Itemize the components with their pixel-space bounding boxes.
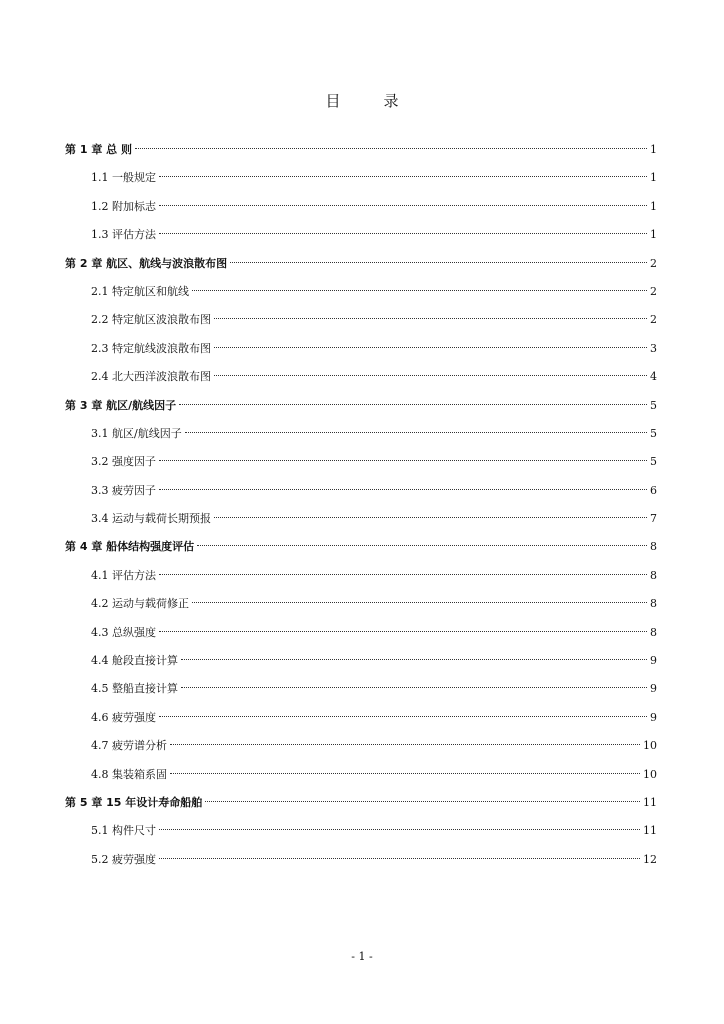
dot-leader xyxy=(159,205,647,206)
toc-entry-page-number: 9 xyxy=(650,710,657,724)
dot-leader xyxy=(170,744,640,745)
toc-entry-label: 3.3 疲劳因子 xyxy=(91,483,156,497)
toc-entry-page-number: 1 xyxy=(650,228,657,242)
toc-entry-label: 3.1 航区/航线因子 xyxy=(91,426,182,440)
toc-entry-label: 2.2 特定航区波浪散布图 xyxy=(91,313,211,327)
toc-entry-label: 4.3 总纵强度 xyxy=(91,625,156,639)
toc-section-entry[interactable] xyxy=(65,765,657,793)
toc-entry-page-number: 11 xyxy=(643,824,657,838)
toc-entry-label: 5.2 疲劳强度 xyxy=(91,852,156,866)
dot-leader xyxy=(159,829,640,830)
toc-section-entry[interactable] xyxy=(65,736,657,764)
toc-entry-page-number: 2 xyxy=(650,256,657,270)
toc-entry-label: 4.4 舱段直接计算 xyxy=(91,654,178,668)
toc-entry-page-number: 2 xyxy=(650,313,657,327)
toc-entry-label: 第 4 章 船体结构强度评估 xyxy=(65,540,195,554)
toc-entry-page-number: 1 xyxy=(650,143,657,156)
toc-chapter-entry[interactable] xyxy=(65,396,657,424)
toc-section-entry[interactable] xyxy=(65,708,657,736)
toc-section-entry[interactable] xyxy=(65,168,657,196)
toc-section-entry[interactable] xyxy=(65,481,657,509)
dot-leader xyxy=(181,659,647,660)
toc-section-entry[interactable] xyxy=(65,452,657,480)
toc-entry-page-number: 9 xyxy=(650,682,657,696)
toc-entry-page-number: 1 xyxy=(650,199,657,213)
dot-leader xyxy=(159,489,647,490)
toc-entry-page-number: 9 xyxy=(650,654,657,668)
toc-entry-page-number: 8 xyxy=(650,568,657,582)
toc-section-entry[interactable] xyxy=(65,821,657,849)
toc-entry-label: 第 2 章 航区、航线与波浪散布图 xyxy=(65,256,228,270)
toc-entry-page-number: 11 xyxy=(643,795,657,809)
toc-chapter-entry[interactable] xyxy=(65,793,657,821)
toc-entry-page-number: 10 xyxy=(643,739,657,753)
toc-section-entry[interactable] xyxy=(65,367,657,395)
toc-entry-label: 1.2 附加标志 xyxy=(91,199,156,213)
toc-entry-label: 2.3 特定航线波浪散布图 xyxy=(91,341,211,355)
toc-title: 目 录 xyxy=(325,92,413,110)
toc-entry-page-number: 4 xyxy=(650,370,657,384)
toc-section-entry[interactable] xyxy=(65,282,657,310)
dot-leader xyxy=(181,687,647,688)
toc-entry-page-number: 12 xyxy=(643,852,657,866)
toc-entry-label: 3.2 强度因子 xyxy=(91,455,156,469)
dot-leader xyxy=(159,176,647,177)
toc-section-entry[interactable] xyxy=(65,197,657,225)
toc-entry-page-number: 8 xyxy=(650,625,657,639)
toc-list xyxy=(65,140,657,878)
dot-leader xyxy=(170,773,640,774)
dot-leader xyxy=(159,233,647,234)
toc-entry-label: 第 3 章 航区/航线因子 xyxy=(65,398,177,412)
toc-section-entry[interactable] xyxy=(65,566,657,594)
dot-leader xyxy=(214,318,647,319)
toc-section-entry[interactable] xyxy=(65,594,657,622)
toc-section-entry[interactable] xyxy=(65,310,657,338)
dot-leader xyxy=(192,290,647,291)
toc-entry-label: 3.4 运动与载荷长期预报 xyxy=(91,512,211,526)
toc-entry-label: 1.1 一般规定 xyxy=(91,171,156,185)
toc-entry-label: 4.1 评估方法 xyxy=(91,568,156,582)
toc-entry-label: 4.2 运动与载荷修正 xyxy=(91,597,189,611)
toc-entry-page-number: 5 xyxy=(650,398,657,412)
toc-entry-page-number: 10 xyxy=(643,767,657,781)
dot-leader xyxy=(179,404,647,405)
dot-leader xyxy=(135,148,647,149)
toc-entry-label: 4.7 疲劳谱分析 xyxy=(91,739,167,753)
toc-entry-label: 第 5 章 15 年设计寿命船舶 xyxy=(65,795,203,809)
toc-entry-label: 1.3 评估方法 xyxy=(91,228,156,242)
toc-entry-label: 4.8 集装箱系固 xyxy=(91,767,167,781)
toc-chapter-entry[interactable] xyxy=(65,537,657,565)
toc-section-entry[interactable] xyxy=(65,679,657,707)
dot-leader xyxy=(214,347,647,348)
toc-section-entry[interactable] xyxy=(65,623,657,651)
page-number: - 1 - xyxy=(351,950,373,963)
toc-section-entry[interactable] xyxy=(65,651,657,679)
dot-leader xyxy=(159,858,640,859)
dot-leader xyxy=(159,631,647,632)
toc-chapter-entry[interactable] xyxy=(65,254,657,282)
toc-entry-page-number: 2 xyxy=(650,284,657,298)
toc-entry-page-number: 8 xyxy=(650,540,657,554)
dot-leader xyxy=(159,716,647,717)
toc-entry-label: 4.6 疲劳强度 xyxy=(91,710,156,724)
toc-section-entry[interactable] xyxy=(65,225,657,253)
toc-entry-label: 5.1 构件尺寸 xyxy=(91,824,156,838)
dot-leader xyxy=(205,801,640,802)
toc-entry-label: 4.5 整船直接计算 xyxy=(91,682,178,696)
toc-entry-label: 2.4 北大西洋波浪散布图 xyxy=(91,370,211,384)
toc-section-entry[interactable] xyxy=(65,339,657,367)
toc-entry-label: 第 1 章 总 则 xyxy=(65,143,132,156)
dot-leader xyxy=(159,460,647,461)
dot-leader xyxy=(197,545,647,546)
toc-entry-page-number: 1 xyxy=(650,171,657,185)
toc-section-entry[interactable] xyxy=(65,424,657,452)
toc-section-entry[interactable] xyxy=(65,850,657,878)
toc-entry-page-number: 3 xyxy=(650,341,657,355)
toc-entry-page-number: 5 xyxy=(650,455,657,469)
toc-chapter-entry[interactable] xyxy=(65,140,657,168)
toc-entry-page-number: 8 xyxy=(650,597,657,611)
dot-leader xyxy=(214,517,647,518)
toc-entry-page-number: 6 xyxy=(650,483,657,497)
dot-leader xyxy=(185,432,647,433)
dot-leader xyxy=(214,375,647,376)
toc-entry-page-number: 5 xyxy=(650,426,657,440)
toc-entry-label: 2.1 特定航区和航线 xyxy=(91,284,189,298)
toc-section-entry[interactable] xyxy=(65,509,657,537)
dot-leader xyxy=(230,262,647,263)
dot-leader xyxy=(192,602,647,603)
dot-leader xyxy=(159,574,647,575)
toc-entry-page-number: 7 xyxy=(650,512,657,526)
